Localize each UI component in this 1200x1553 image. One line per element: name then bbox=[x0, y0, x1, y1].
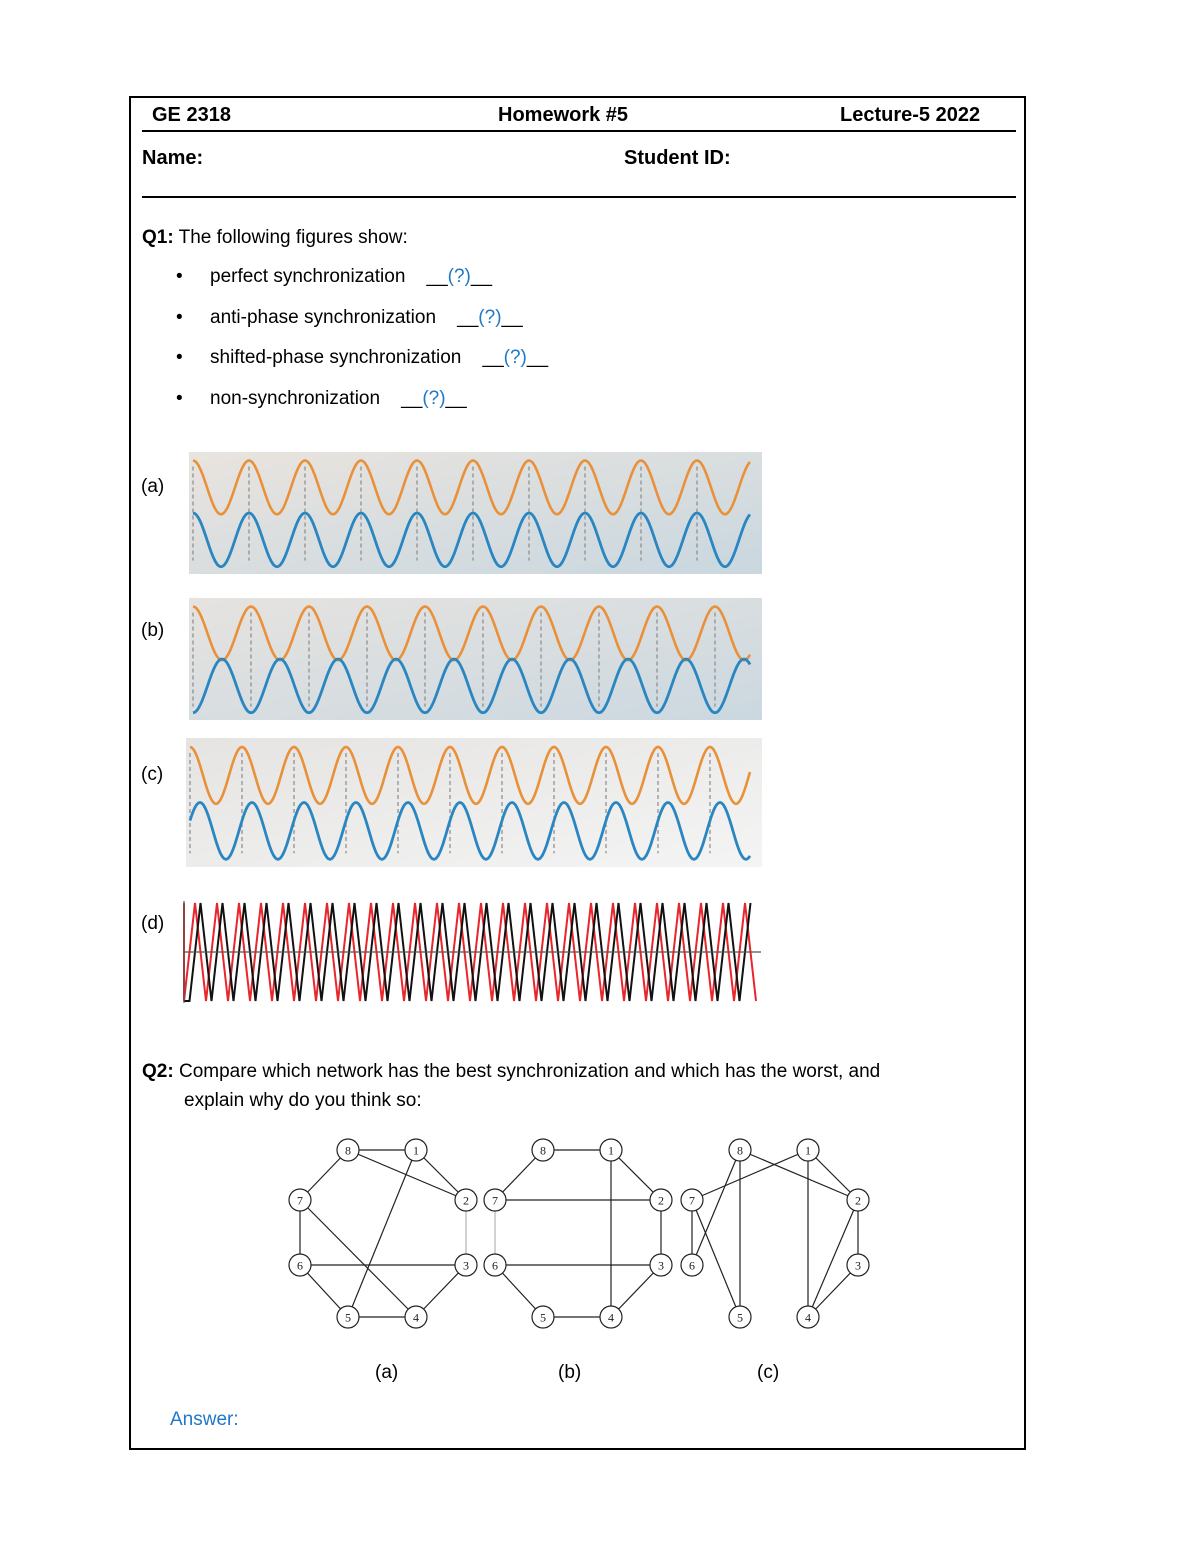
network-node bbox=[650, 1189, 672, 1211]
node-label: 1 bbox=[413, 1143, 419, 1158]
node-label: 3 bbox=[463, 1258, 469, 1273]
node-label: 6 bbox=[492, 1258, 498, 1273]
node-label: 1 bbox=[805, 1143, 811, 1158]
node-label: 5 bbox=[737, 1310, 743, 1325]
network-node bbox=[729, 1306, 751, 1328]
homework-title: Homework #5 bbox=[498, 104, 629, 126]
node-label: 4 bbox=[805, 1310, 811, 1325]
bullet-item: • perfect synchronization __(?)__ bbox=[176, 266, 493, 287]
figure-label-c: (c) bbox=[141, 764, 164, 785]
wave-figure-d bbox=[181, 897, 763, 1007]
network-node bbox=[600, 1306, 622, 1328]
node-label: 4 bbox=[413, 1310, 419, 1325]
network-node bbox=[681, 1189, 703, 1211]
network-edge bbox=[300, 1200, 416, 1317]
network-node bbox=[289, 1254, 311, 1276]
node-label: 6 bbox=[297, 1258, 303, 1273]
figure-label-d: (d) bbox=[141, 913, 165, 934]
network-node bbox=[484, 1189, 506, 1211]
node-label: 5 bbox=[540, 1310, 546, 1325]
node-label: 7 bbox=[492, 1193, 498, 1208]
wave-figure-b bbox=[189, 598, 762, 720]
network-edge bbox=[348, 1150, 466, 1200]
header-rule bbox=[142, 130, 1016, 132]
node-label: 5 bbox=[345, 1310, 351, 1325]
network-node bbox=[729, 1139, 751, 1161]
node-label: 7 bbox=[297, 1193, 303, 1208]
network-label-c: (c) bbox=[757, 1362, 780, 1383]
network-node bbox=[337, 1306, 359, 1328]
network-label-b: (b) bbox=[558, 1362, 582, 1383]
network-label-a: (a) bbox=[375, 1362, 399, 1383]
course-code: GE 2318 bbox=[152, 104, 231, 126]
node-label: 3 bbox=[855, 1258, 861, 1273]
network-node bbox=[797, 1306, 819, 1328]
network-node bbox=[650, 1254, 672, 1276]
network-node bbox=[600, 1139, 622, 1161]
network-edge bbox=[692, 1150, 808, 1200]
q2-text-line1: Compare which network has the best synchronization and which has the worst, and bbox=[178, 1061, 881, 1082]
name-label: Name: bbox=[142, 147, 204, 169]
q2-prompt bbox=[142, 1057, 1016, 1115]
network-node bbox=[847, 1254, 869, 1276]
wave-figure-a bbox=[189, 452, 762, 574]
network-node bbox=[455, 1254, 477, 1276]
figure-label-a: (a) bbox=[141, 476, 165, 497]
q2-label: Q2: bbox=[142, 1061, 174, 1082]
network-node bbox=[484, 1254, 506, 1276]
answer-label[interactable]: Answer: bbox=[170, 1409, 239, 1430]
network-node bbox=[405, 1306, 427, 1328]
node-label: 2 bbox=[855, 1193, 861, 1208]
q2-text-line2: explain why do you think so: bbox=[184, 1090, 422, 1111]
node-label: 6 bbox=[689, 1258, 695, 1273]
node-label: 4 bbox=[608, 1310, 614, 1325]
q1-text: The following figures show: bbox=[178, 227, 408, 248]
q1-prompt bbox=[142, 227, 408, 249]
node-label: 2 bbox=[658, 1193, 664, 1208]
network-node bbox=[797, 1139, 819, 1161]
node-label: 8 bbox=[540, 1143, 546, 1158]
node-label: 2 bbox=[463, 1193, 469, 1208]
network-c bbox=[681, 1139, 869, 1328]
wave-figure-c bbox=[186, 738, 762, 867]
network-node bbox=[455, 1189, 477, 1211]
student-id-label: Student ID: bbox=[624, 147, 731, 169]
bullet-item: • anti-phase synchronization __(?)__ bbox=[176, 307, 523, 328]
node-label: 1 bbox=[608, 1143, 614, 1158]
name-rule bbox=[142, 196, 1016, 198]
node-label: 7 bbox=[689, 1193, 695, 1208]
network-node bbox=[405, 1139, 427, 1161]
bullet-item: • non-synchronization __(?)__ bbox=[176, 388, 467, 409]
node-label: 3 bbox=[658, 1258, 664, 1273]
network-node bbox=[847, 1189, 869, 1211]
lecture-label: Lecture-5 2022 bbox=[840, 104, 981, 126]
network-node bbox=[532, 1139, 554, 1161]
network-diagrams bbox=[270, 1130, 890, 1340]
q1-label: Q1: bbox=[142, 227, 174, 248]
network-a bbox=[289, 1139, 477, 1328]
network-edge bbox=[348, 1150, 416, 1317]
network-b bbox=[484, 1139, 672, 1328]
network-edge bbox=[740, 1150, 858, 1200]
figure-label-b: (b) bbox=[141, 620, 165, 641]
network-node bbox=[289, 1189, 311, 1211]
node-label: 8 bbox=[737, 1143, 743, 1158]
bullet-item: • shifted-phase synchronization __(?)__ bbox=[176, 347, 549, 368]
network-node bbox=[532, 1306, 554, 1328]
network-node bbox=[681, 1254, 703, 1276]
network-node bbox=[337, 1139, 359, 1161]
node-label: 8 bbox=[345, 1143, 351, 1158]
